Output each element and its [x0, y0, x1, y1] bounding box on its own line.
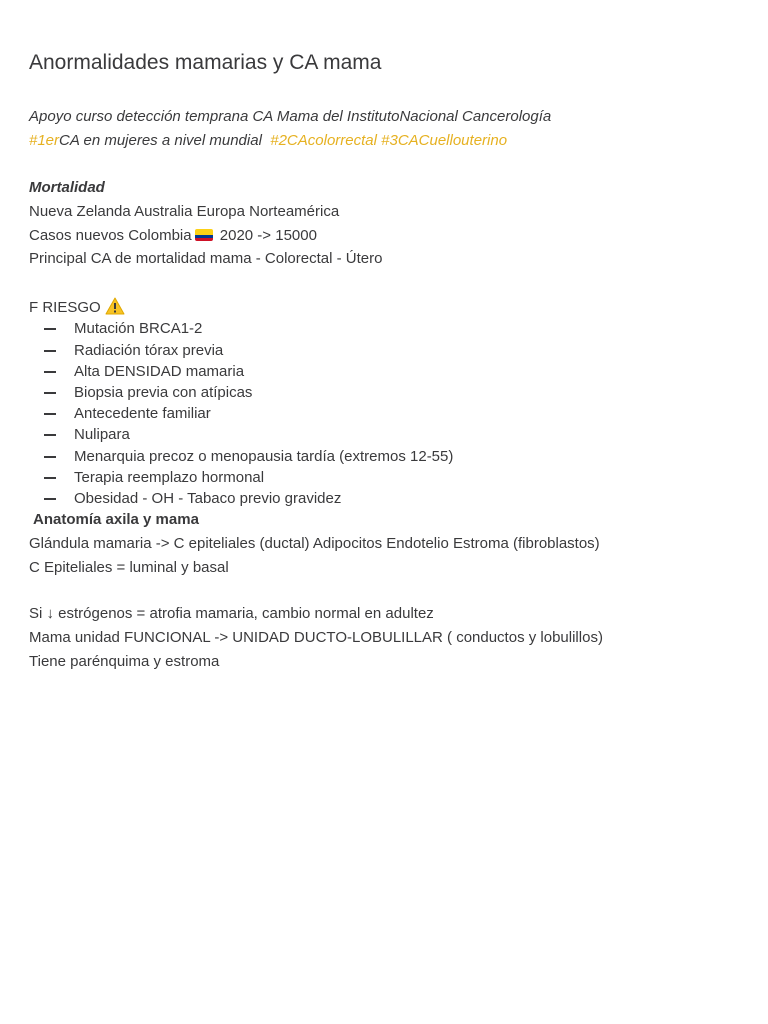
anatomia-line-3: Si ↓ estrógenos = atrofia mamaria, cambio normal en adultez	[29, 605, 434, 622]
colombia-flag-icon	[195, 229, 213, 241]
anatomia-line-4: Mama unidad FUNCIONAL -> UNIDAD DUCTO-LOBULILLAR ( conductos y lobulillos)	[29, 629, 603, 646]
risk-list-item-text: Radiación tórax previa	[74, 342, 224, 359]
risk-list-item-text: Antecedente familiar	[74, 405, 211, 422]
mortalidad-line-2-before: Casos nuevos Colombia	[29, 227, 192, 244]
risk-list-item-text: Terapia reemplazo hormonal	[74, 469, 265, 486]
riesgo-heading-line	[29, 297, 125, 321]
intro-line-2	[29, 131, 507, 151]
hashtags[interactable]: #2CAcolorrectal #3CACuellouterino	[270, 132, 508, 149]
anatomia-line-1: Glándula mamaria -> C epiteliales (ductal) Adipocitos Endotelio Estroma (fibroblastos)	[29, 535, 600, 552]
dash-bullet-icon	[44, 456, 56, 458]
intro-line-1: Apoyo curso detección temprana CA Mama del InstitutoNacional Cancerología	[29, 108, 552, 125]
dash-bullet-icon	[44, 413, 56, 415]
risk-list-item-text: Nulipara	[74, 426, 130, 443]
risk-list-item-text: Obesidad - OH - Tabaco previo gravidez	[74, 490, 342, 507]
anatomia-line-5: Tiene parénquima y estroma	[29, 653, 220, 670]
mortalidad-line-3: Principal CA de mortalidad mama - Colorectal - Útero	[29, 250, 383, 267]
dash-bullet-icon	[44, 392, 56, 394]
anatomia-heading: Anatomía axila y mama	[33, 511, 199, 528]
risk-list-item-text: Biopsia previa con atípicas	[74, 384, 253, 401]
mortalidad-heading: Mortalidad	[29, 179, 105, 196]
page-title: Anormalidades mamarias y CA mama	[29, 51, 382, 74]
mortalidad-line-2-after: 2020 -> 15000	[219, 227, 317, 244]
dash-bullet-icon	[44, 371, 56, 373]
hashtag-1er[interactable]: #1er	[29, 132, 60, 149]
intro-line-2-text: CA en mujeres a nivel mundial	[59, 132, 262, 149]
dash-bullet-icon	[44, 350, 56, 352]
mortalidad-line-2	[29, 226, 317, 246]
risk-list-item-text: Menarquia precoz o menopausia tardía (extremos 12-55)	[74, 448, 454, 465]
risk-list-item-text: Alta DENSIDAD mamaria	[74, 363, 245, 380]
dash-bullet-icon	[44, 498, 56, 500]
risk-list-item-text: Mutación BRCA1-2	[74, 320, 203, 337]
anatomia-line-2: C Epiteliales = luminal y basal	[29, 559, 229, 576]
dash-bullet-icon	[44, 328, 56, 330]
warning-icon	[105, 297, 125, 321]
riesgo-heading: F RIESGO	[29, 299, 101, 316]
mortalidad-line-1: Nueva Zelanda Australia Europa Norteamérica	[29, 203, 340, 220]
dash-bullet-icon	[44, 434, 56, 436]
dash-bullet-icon	[44, 477, 56, 479]
